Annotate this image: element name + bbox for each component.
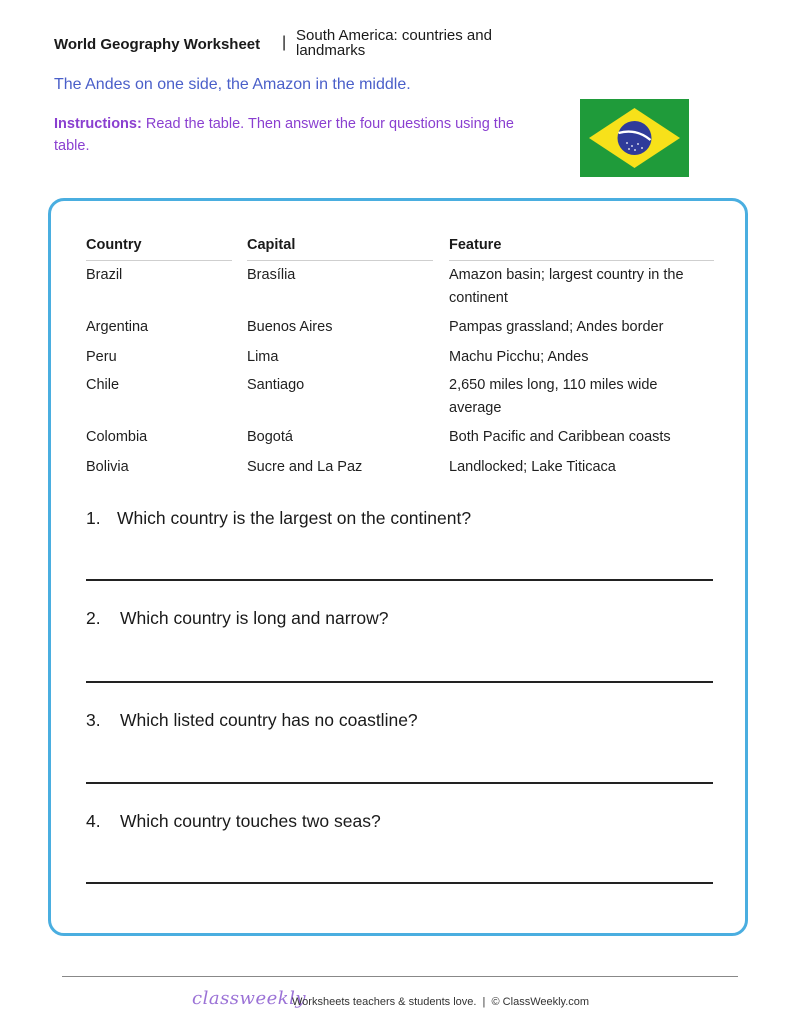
cell-feature: 2,650 miles long, 110 miles wide average [449, 377, 658, 416]
table-header-rule [247, 260, 433, 261]
cell-feature: Both Pacific and Caribbean coasts [449, 429, 671, 445]
cell-country: Colombia [86, 429, 148, 445]
question-number: 4. [86, 811, 101, 831]
question-2 [86, 608, 388, 629]
cell-capital: Bogotá [247, 429, 293, 445]
question-1 [86, 508, 471, 529]
instructions-text: Read the table. Then answer the four questions using the table. [54, 116, 514, 154]
cell-capital: Santiago [247, 377, 305, 393]
table-header-rule [449, 260, 714, 261]
footer-text: Worksheets teachers & students love. | © ClassWeekly.com [292, 996, 590, 1008]
question-text: Which country is long and narrow? [120, 608, 389, 628]
question-text: Which country touches two seas? [120, 811, 381, 831]
question-number: 2. [86, 608, 101, 628]
worksheet-title: World Geography Worksheet [54, 36, 261, 53]
cell-capital: Brasília [247, 267, 296, 283]
question-text: Which listed country has no coastline? [120, 710, 418, 730]
cell-capital: Lima [247, 349, 279, 365]
tagline: The Andes on one side, the Amazon in the middle. [54, 76, 411, 93]
header-separator: | [282, 34, 287, 51]
table-header-feature: Feature [449, 237, 502, 253]
footer-rule [62, 976, 738, 977]
cell-country: Chile [86, 377, 120, 393]
answer-line-1[interactable] [86, 579, 713, 581]
cell-feature: Amazon basin; largest country in the continent [449, 267, 684, 306]
instructions [54, 113, 534, 157]
cell-country: Brazil [86, 267, 123, 283]
cell-capital: Sucre and La Paz [247, 459, 363, 475]
brazil-flag-icon [580, 99, 689, 177]
table-header-rule [86, 260, 232, 261]
cell-feature: Pampas grassland; Andes border [449, 319, 664, 335]
question-3 [86, 710, 418, 731]
table-header-capital: Capital [247, 237, 296, 253]
question-number: 1. [86, 508, 101, 528]
cell-feature: Landlocked; Lake Titicaca [449, 459, 616, 475]
question-text: Which country is the largest on the continent? [117, 508, 472, 528]
answer-line-2[interactable] [86, 681, 713, 683]
table-header-country: Country [86, 237, 142, 253]
question-number: 3. [86, 710, 101, 730]
cell-country: Argentina [86, 319, 149, 335]
cell-country: Peru [86, 349, 117, 365]
cell-feature: Machu Picchu; Andes [449, 349, 589, 365]
answer-line-3[interactable] [86, 782, 713, 784]
question-4 [86, 811, 381, 832]
answer-line-4[interactable] [86, 882, 713, 884]
cell-country: Bolivia [86, 459, 129, 475]
worksheet-subtitle: South America: countries and landmarks [296, 27, 492, 59]
footer-logo: classweekly [192, 988, 307, 1009]
cell-capital: Buenos Aires [247, 319, 333, 335]
instructions-label: Instructions: [54, 116, 142, 132]
